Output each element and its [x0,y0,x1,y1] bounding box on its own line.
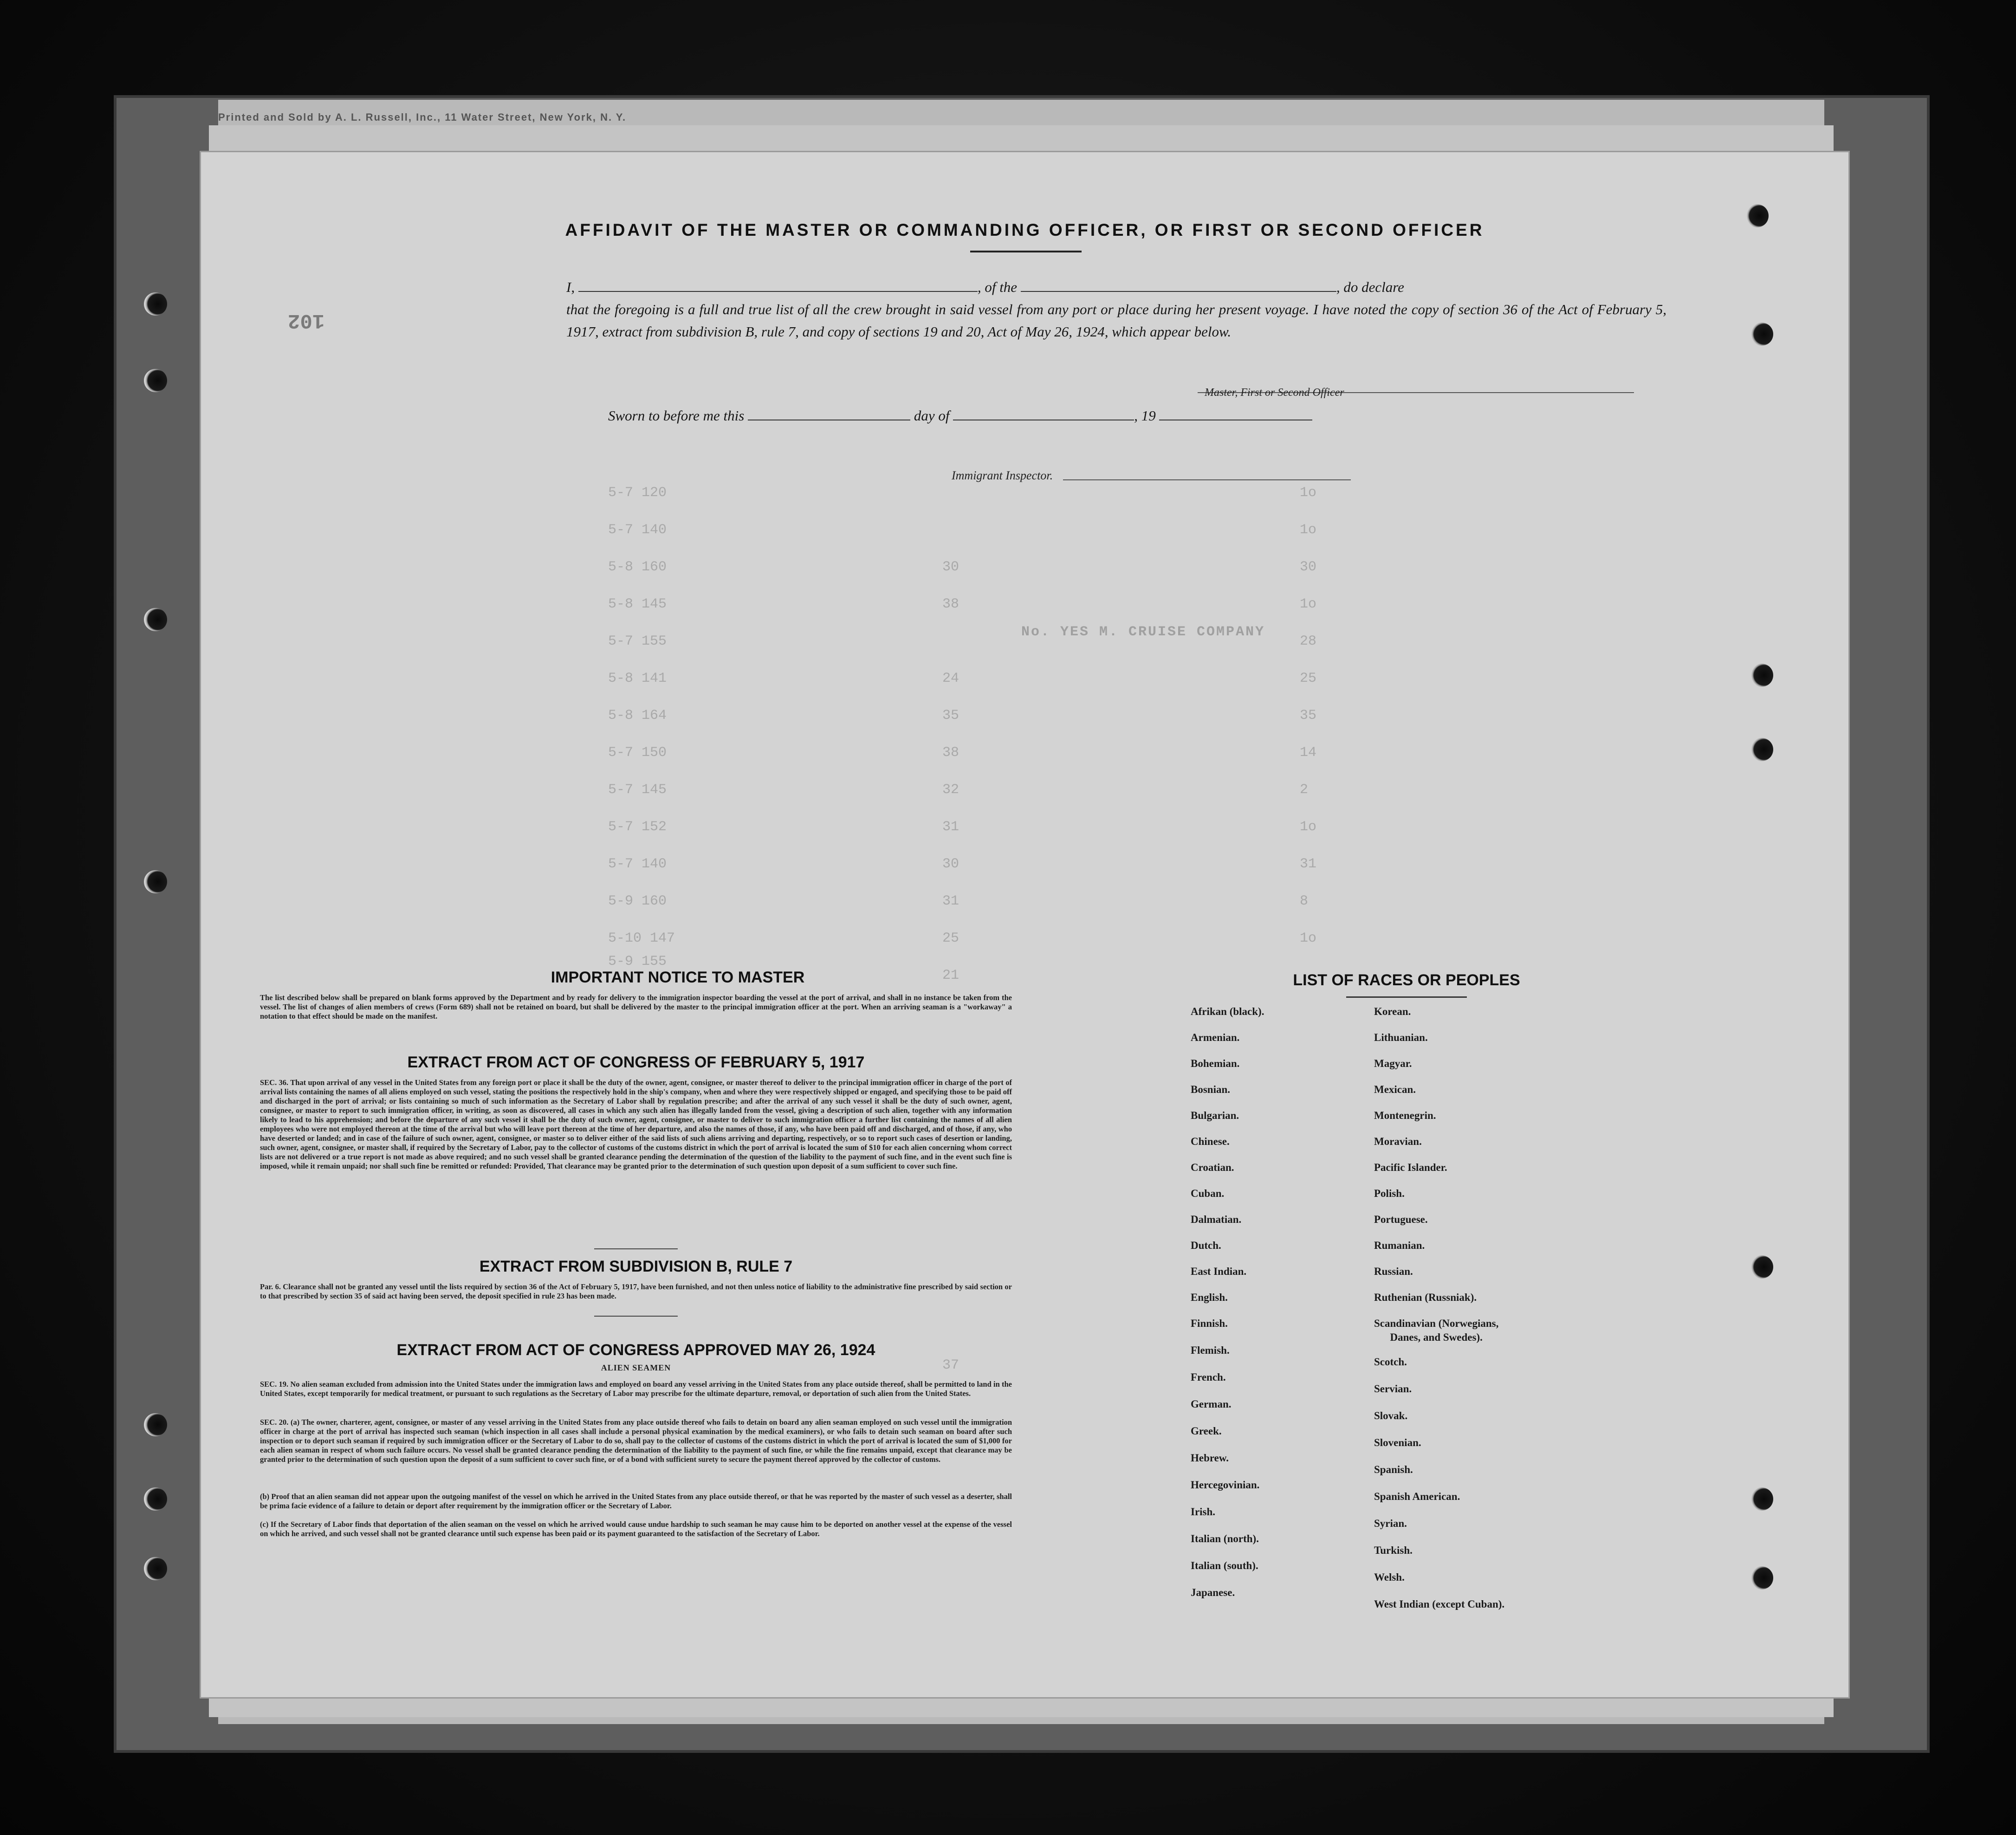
declaration-first-line [566,276,1666,298]
ghost-text: 25 [1300,671,1317,686]
binder-hole [1750,664,1773,687]
binder-hole [144,369,167,392]
extract-1917-text: SEC. 36. That upon arrival of any vessel in the United States from any foreign port or place it shall be the duty of the owner, agent, consignee, or master thereof to deliver to the principal immigration officer in charge of the port of arrival lists containing the names of all aliens employed on such vessel, stating the positions the respectively hold in the ship's company, when and where they were respectively shipped or engaged, and specifying those to be paid off and discharged in the port of arrival; or lists containing so much of such information as the Secretary of Labor shall by regulation prescribe; and after the arrival of any such vessel it shall be the duty of such owner, agent, consignee, or master to report to such immigration officer, in writing, as soon as discovered, all cases in which any such alien has illegally landed from the vessel, giving a description of such alien, together with any information likely to lead to his apprehension; and before the departure of any such vessel it shall be the duty of such owner, agent, consignee, or master to deliver to such immigration officer a further list containing the names of all alien employees who were not employed thereon at the time of the arrival but who will leave port thereon at the time of her departure, and also the names of those, if any, who have been paid off and discharged, and of those, if any, who have deserted or landed; and in case of the failure of such owner, agent, consignee, or master so to deliver either of the said lists of such aliens arriving and departing, respectively, or so to report such cases of desertion or landing, such owner, agent, consignee, or master shall, if required by the Secretary of Labor, pay to the collector of customs of the customs district in which the port of arrival is located the sum of $10 for each alien concerning whom correct lists are not delivered or a true report is not made as above required; and no such vessel shall be granted clearance pending the determination of the question of the liability to the payment of such fine, and in the event such fine is imposed, while it remain unpaid; nor shall such fine be remitted or refunded: Provided, That clearance may be granted prior to the determination of such question upon deposit of a sum sufficient to cover such fine. [260,1078,1012,1170]
ghost-text: 30 [942,856,959,872]
race-item: Portuguese. [1374,1214,1428,1225]
section-divider [594,1248,678,1249]
printer-imprint: Printed and Sold by A. L. Russell, Inc., 11 Water Street, New York, N. Y. [218,111,627,123]
ghost-text: 38 [942,745,959,761]
race-item: Turkish. [1374,1544,1413,1556]
races-title: LIST OF RACES OR PEOPLES [1293,971,1520,989]
ghost-text: 35 [942,708,959,724]
race-item: Bosnian. [1191,1084,1231,1095]
sworn-month-blank [953,408,1134,420]
ghost-text: 5-7 145 [608,782,667,798]
race-item: Moravian. [1374,1136,1422,1147]
ghost-text: 5-7 155 [608,633,667,649]
ghost-text: 37 [942,1357,959,1373]
ghost-text: 31 [1300,856,1317,872]
ghost-text: 21 [942,968,959,983]
inspector-signature-line [1063,479,1351,480]
extract-rule7-title: EXTRACT FROM SUBDIVISION B, RULE 7 [479,1258,793,1275]
race-item: Polish. [1374,1188,1405,1199]
race-item: Ruthenian (Russniak). [1374,1292,1477,1303]
binder-hole [144,608,167,631]
ghost-text: 14 [1300,745,1317,761]
race-item: Flemish. [1191,1344,1230,1356]
binder-hole [1750,1487,1773,1511]
day-of-label: day of [914,407,950,424]
race-item: German. [1191,1398,1232,1410]
affidavit-page [200,111,1850,1699]
race-item: Dalmatian. [1191,1214,1242,1225]
extract-1917-title: EXTRACT FROM ACT OF CONGRESS OF FEBRUARY 5, 1917 [407,1053,865,1071]
race-item: Korean. [1374,1006,1411,1017]
inspector-label: Immigrant Inspector. [952,469,1053,482]
affidavit-declaration [566,276,1666,343]
binder-hole [144,292,167,316]
race-item: Pacific Islander. [1374,1162,1447,1173]
binder-hole [1750,738,1773,761]
race-item: Magyar. [1374,1058,1412,1069]
title-underline [970,251,1082,252]
margin-stamp: 102 [288,309,325,332]
race-item: Bohemian. [1191,1058,1240,1069]
ghost-text: 1o [1300,485,1317,501]
affidavit-title: AFFIDAVIT OF THE MASTER OR COMMANDING OFFICER, OR FIRST OR SECOND OFFICER [565,220,1484,239]
race-item: Cuban. [1191,1188,1225,1199]
race-item: Syrian. [1374,1518,1407,1529]
ghost-text: 24 [942,671,959,686]
binder-hole [144,870,167,893]
ghost-text: 1o [1300,522,1317,538]
binder-hole [144,1413,167,1436]
race-item: Irish. [1191,1506,1216,1518]
binder-hole [1750,1255,1773,1279]
race-item: Bulgarian. [1191,1110,1239,1121]
ghost-text: 38 [942,596,959,612]
section-divider [594,1316,678,1317]
race-item: Lithuanian. [1374,1032,1428,1043]
extract-rule7-text: Par. 6. Clearance shall not be granted any vessel until the lists required by section 36 of the Act of February 5, 1917, have been furnished, and not then unless notice of liability to the administrative fine prescribed by said section or to that prescribed by section 35 of said act having been served, the deposit specified in rule 23 has been made. [260,1282,1012,1300]
ghost-text: 1o [1300,596,1317,612]
declarant-name-blank [578,279,978,292]
ghost-text: 30 [1300,559,1317,575]
year-label: , 19 [1134,407,1156,424]
race-item: Dutch. [1191,1240,1221,1251]
race-item: Montenegrin. [1374,1110,1436,1121]
race-item: Scotch. [1374,1356,1407,1368]
extract-1924-title: EXTRACT FROM ACT OF CONGRESS APPROVED MAY 26, 1924 [396,1341,875,1359]
bleed-through-heading: No. YES M. CRUISE COMPANY [1021,624,1265,640]
race-item: Spanish. [1374,1464,1413,1475]
do-declare-label: , do declare [1336,279,1404,295]
ghost-text: 5-9 155 [608,954,667,969]
ghost-text: 5-8 164 [608,708,667,724]
sworn-prefix: Sworn to before me this [608,407,745,424]
of-the-label: , of the [977,279,1018,295]
ghost-text: 5-10 147 [608,930,675,946]
race-item: Slovenian. [1374,1437,1421,1448]
extract-1924-sec20b: (b) Proof that an alien seaman did not appear upon the outgoing manifest of the vessel on which he arrived in the United States from any place outside thereof, or that he was reported by the master of such vessel as a deserter, shall be prima facie evidence of a failure to detain or deport after requirement by the immigration officer or the Secretary of Labor. [260,1492,1012,1510]
notice-text: The list described below shall be prepared on blank forms approved by the Department and by ready for delivery to the immigration inspector boarding the vessel at the port of arrival, and shall in no instance be taken from the vessel. The list of changes of alien members of crews (Form 689) shall not be retained on board, but shall be delivered by the master to the principal immigration officer at the port. When an arriving seaman is a "workaway" a notation to that effect should be made on the manifest. [260,993,1012,1021]
extract-1924-sec19: SEC. 19. No alien seaman excluded from admission into the United States under the immigration laws and employed on board any vessel arriving in the United States from any place outside thereof, shall be permitted to land in the United States, except temporarily for medical treatment, or pursuant to such regulations as the Secretary of Labor may prescribe for the ultimate departure, removal, or deportation of such alien from the United States. [260,1380,1012,1398]
race-item: Hebrew. [1191,1452,1229,1464]
race-item: Slovak. [1374,1410,1408,1421]
ghost-text: 5-8 141 [608,671,667,686]
ghost-text: 5-7 140 [608,856,667,872]
sworn-year-blank [1159,408,1312,420]
race-item: Italian (north). [1191,1533,1259,1544]
race-item: Scandinavian (Norwegians, Danes, and Swedes). [1374,1318,1499,1343]
race-item: Rumanian. [1374,1240,1425,1251]
sworn-statement [608,407,1312,424]
ghost-text: 32 [942,782,959,798]
alien-seamen-subtitle: ALIEN SEAMEN [601,1363,671,1372]
race-item: Croatian. [1191,1162,1234,1173]
race-item: Welsh. [1374,1571,1405,1583]
races-title-underline [1346,996,1467,998]
ghost-text: 5-9 160 [608,893,667,909]
ghost-text: 31 [942,893,959,909]
ghost-text: 2 [1300,782,1309,798]
ghost-text: 5-8 160 [608,559,667,575]
ghost-text: 1o [1300,930,1317,946]
race-item: Russian. [1374,1266,1413,1277]
ghost-text: 5-7 120 [608,485,667,501]
ghost-text: 5-8 145 [608,596,667,612]
vessel-name-blank [1021,279,1336,292]
ghost-text: 5-7 140 [608,522,667,538]
race-item: Hercegovinian. [1191,1479,1260,1491]
race-item: Chinese. [1191,1136,1230,1147]
ghost-text: 5-7 150 [608,745,667,761]
ghost-text: 8 [1300,893,1309,909]
ghost-text: 5-7 152 [608,819,667,835]
race-item: East Indian. [1191,1266,1247,1277]
extract-1924-sec20a: SEC. 20. (a) The owner, charterer, agent, consignee, or master of any vessel arriving in the United States from any place outside thereof who fails to detain on board any alien seaman employed on such vessel until the immigration officer in charge at the port of arrival has inspected such seaman (which inspection in all cases shall include a personal physical examination by the medical examiners), or who fails to detain such seaman on board after such inspection or to deport such seaman if required by such immigration officer or the Secretary of Labor to do so, shall pay to the collector of customs of the customs district in which the port of arrival is located the sum of $1,000 for each alien seaman in respect of whom such failure occurs. No vessel shall be granted clearance pending the determination of the liability to the payment of such fine, or while the fine remains unpaid, except that clearance may be granted prior to the determination of such question upon the deposit of a sum sufficient to cover such fine, or of a bond with sufficient surety to secure the payment thereof approved by the collector of customs. [260,1418,1012,1464]
signature-label: Master, First or Second Officer [1205,387,1344,399]
sworn-day-blank [748,408,910,420]
race-item: Mexican. [1374,1084,1416,1095]
ghost-text: 25 [942,930,959,946]
race-item: Japanese. [1191,1587,1235,1598]
race-item: Servian. [1374,1383,1412,1395]
binder-hole [144,1487,167,1511]
ghost-text: 1o [1300,819,1317,835]
ghost-text: 28 [1300,633,1317,649]
declarant-label: I, [566,279,575,295]
race-item: Armenian. [1191,1032,1240,1043]
race-item: Afrikan (black). [1191,1006,1264,1017]
race-item: West Indian (except Cuban). [1374,1598,1505,1610]
race-item: English. [1191,1292,1228,1303]
race-item: Spanish American. [1374,1491,1460,1502]
binder-hole [1750,1566,1773,1589]
ghost-text: 35 [1300,708,1317,724]
ghost-text: 30 [942,559,959,575]
ghost-text: 31 [942,819,959,835]
race-item: Greek. [1191,1425,1222,1437]
notice-title: IMPORTANT NOTICE TO MASTER [551,969,805,986]
extract-1924-sec20c: (c) If the Secretary of Labor finds that deportation of the alien seaman on the vessel on which he arrived would cause undue hardship to such seaman he may cause him to be deported on another vessel at the expense of the vessel on which he arrived, and such vessel shall not be granted clearance until such expense has been paid or its payment guaranteed to the satisfaction of the Secretary of Labor. [260,1520,1012,1538]
race-item: French. [1191,1371,1226,1383]
binder-hole [144,1557,167,1580]
race-item: Finnish. [1191,1318,1228,1329]
binder-hole [1750,323,1773,346]
declaration-body: that the foregoing is a full and true list of all the crew brought in said vessel from any port or place during her present voyage. I have noted the copy of section 36 of the Act of February 5, 1917, extract from subdivision B, rule 7, and copy of sections 19 and 20, Act of May 26, 1924, which appear below. [566,301,1666,340]
race-item: Italian (south). [1191,1560,1258,1571]
